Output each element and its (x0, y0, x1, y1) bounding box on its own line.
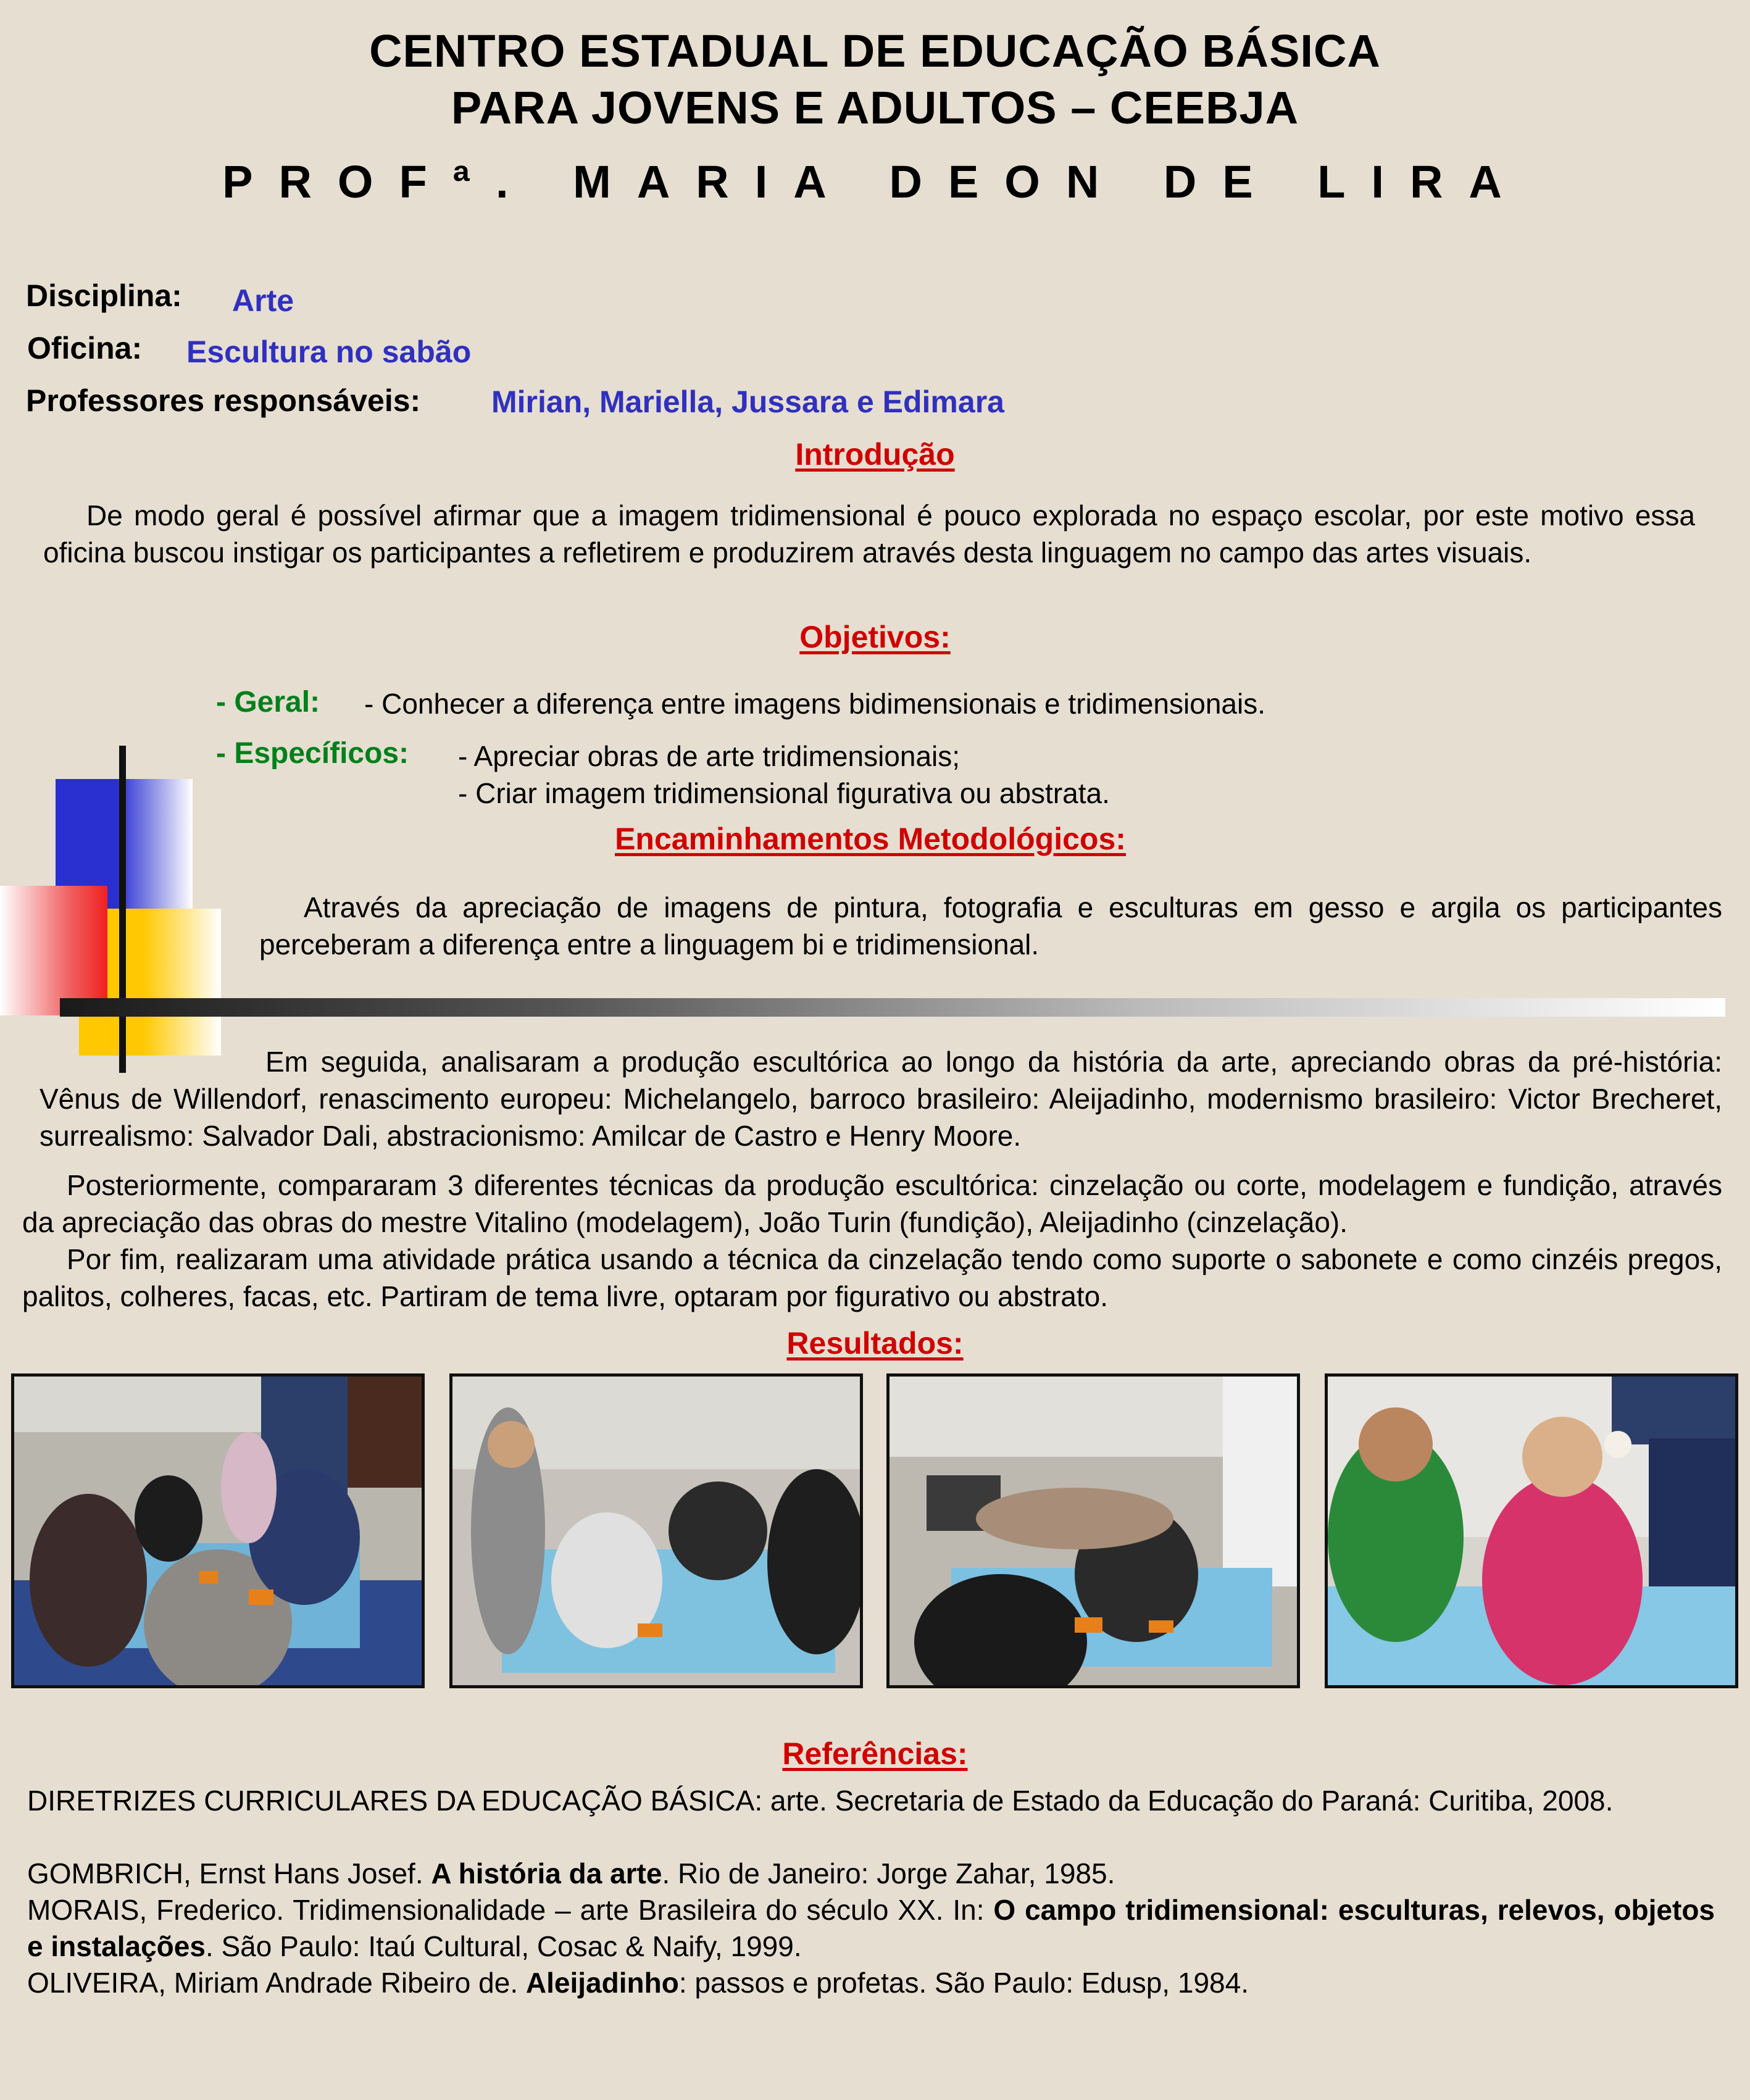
objetivo-geral-label: - Geral: (216, 686, 320, 719)
objetivo-especifico-item: - Criar imagem tridimensional figurativa ou abstrata. (458, 777, 1110, 809)
decor-red-block (0, 886, 107, 1015)
objetivo-geral-text: - Conhecer a diferença entre imagens bidimensionais e tridimensionais. (364, 688, 1265, 720)
referencias-heading: Referências: (782, 1736, 968, 1771)
objetivos-especificos-label: - Específicos: (216, 737, 409, 770)
header-line-2: PARA JOVENS E ADULTOS – CEEBJA (451, 82, 1299, 133)
photo-classroom-1 (14, 1377, 422, 1685)
objetivos-heading: Objetivos: (799, 620, 951, 654)
professores-label: Professores responsáveis: (26, 383, 421, 418)
introducao-heading: Introdução (795, 437, 955, 472)
header-line-3: PROFª. MARIA DEON DE LIRA (222, 156, 1528, 207)
encaminhamentos-paragraph-3: Posteriormente, compararam 3 diferentes técnicas da produção escultórica: cinzelação ou corte, modelagem e fundição, através da apreciação das obras do mestre Vitalino (modelagem), João Turin (fundição), Aleijadinho (cinzelação). (22, 1169, 1722, 1238)
disciplina-value: Arte (232, 283, 294, 318)
reference-item-4: OLIVEIRA, Miriam Andrade Ribeiro de. Aleijadinho: passos e profetas. São Paulo: Edusp, 1984. (27, 1967, 1249, 1999)
disciplina-label: Disciplina: (26, 278, 182, 313)
result-photo-3 (886, 1373, 1300, 1688)
oficina-label: Oficina: (27, 331, 143, 365)
reference-item-2: GOMBRICH, Ernst Hans Josef. A história da arte. Rio de Janeiro: Jorge Zahar, 1985. (27, 1857, 1115, 1890)
result-photo-4 (1325, 1373, 1738, 1688)
encaminhamentos-heading: Encaminhamentos Metodológicos: (615, 822, 1126, 856)
reference-item-1: DIRETRIZES CURRICULARES DA EDUCAÇÃO BÁSICA: arte. Secretaria de Estado da Educação do Paraná: Curitiba, 2008. (27, 1785, 1614, 1817)
professores-value: Mirian, Mariella, Jussara e Edimara (491, 385, 1004, 419)
encaminhamentos-paragraph-4: Por fim, realizaram uma atividade prática usando a técnica da cinzelação tendo como suporte o sabonete e como cinzéis pregos, palitos, colheres, facas, etc. Partiram de tema livre, optaram por figurativo ou abstrato. (22, 1243, 1722, 1312)
objetivo-especifico-item: - Apreciar obras de arte tridimensionais; (458, 740, 960, 772)
decor-horizontal-bar (60, 998, 1725, 1017)
encaminhamentos-paragraph-2: Em seguida, analisaram a produção escultórica ao longo da história da arte, apreciando obras da pré-história: Vênus de Willendorf, renascimento europeu: Michelangelo, barroco brasileiro: Aleijadinho, modernismo brasileiro: Victor Brecheret, surrealismo: Salvador Dali, abstracionismo: Amilcar de Castro e Henry Moore. (40, 1046, 1722, 1152)
oficina-value: Escultura no sabão (186, 335, 472, 369)
photo-classroom-4 (1328, 1377, 1735, 1685)
reference-item-3: MORAIS, Frederico. Tridimensionalidade – arte Brasileira do século XX. In: O campo tridimensional: esculturas, relevos, objetos e instalações. São Paulo: Itaú Cultural, Cosac & Naify, 1999. (27, 1894, 1715, 1962)
decor-vertical-line (119, 746, 126, 1073)
introducao-text: De modo geral é possível afirmar que a imagem tridimensional é pouco explorada no espaço escolar, por este motivo essa oficina buscou instigar os participantes a refletirem e produzirem através desta linguagem no campo das artes visuais. (43, 499, 1695, 569)
resultados-heading: Resultados: (786, 1326, 964, 1360)
result-photo-2 (449, 1373, 863, 1688)
result-photo-1 (11, 1373, 425, 1688)
photo-classroom-3 (890, 1377, 1297, 1685)
encaminhamentos-paragraph-1: Através da apreciação de imagens de pintura, fotografia e esculturas em gesso e argila os participantes perceberam a diferença entre a linguagem bi e tridimensional. (259, 891, 1722, 960)
header-line-1: CENTRO ESTADUAL DE EDUCAÇÃO BÁSICA (369, 25, 1381, 77)
photo-classroom-2 (452, 1377, 860, 1685)
